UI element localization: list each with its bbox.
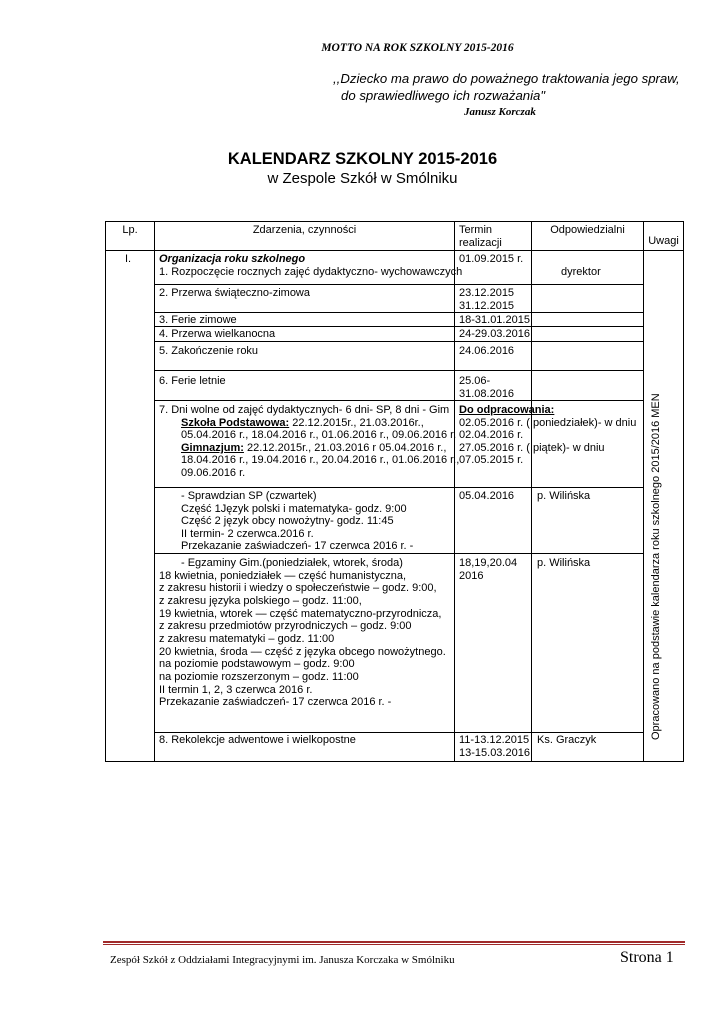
sp-dates: 05.04.2016 r., 18.04.2016 r., 01.06.2016 r., 09.06.2016 r. — [181, 429, 457, 442]
quote-author: Janusz Korczak — [464, 106, 536, 118]
header-responsible: Odpowiedzialni — [550, 224, 625, 236]
term-line: 13-15.03.2016 — [459, 746, 530, 759]
event-text: 1. Rozpoczęcie rocznych zajęć dydaktyczno- wychowawczych — [159, 265, 463, 278]
term-line: 02.05.2016 r. ( poniedziałek)- w dniu — [459, 416, 637, 429]
term-cell — [459, 287, 514, 312]
responsible-cell: dyrektor — [561, 266, 601, 278]
page-title: KALENDARZ SZKOLNY 2015-2016 — [227, 150, 498, 168]
quote-line-1: ,,Dziecko ma prawo do poważnego traktowania jego spraw, — [333, 71, 680, 86]
event-text: 20 kwietnia, środa — część z języka obcego nowożytnego. — [159, 645, 446, 658]
term-cell — [459, 375, 514, 400]
event-text: 7. Dni wolne od zajęć dydaktycznych- 6 dni- SP, 8 dni - Gim — [159, 404, 450, 416]
gim-dates: 09.06.2016 r. — [181, 466, 246, 479]
motto-heading: MOTTO NA ROK SZKOLNY 2015-2016 — [321, 42, 514, 54]
header-events: Zdarzenia, czynności — [252, 224, 357, 236]
event-text: II termin- 2 czerwca.2016 r. — [181, 527, 314, 540]
table-row — [159, 404, 459, 480]
term-line: 02.04.2016 r. — [459, 429, 524, 442]
event-text: - Sprawdzian SP (czwartek) — [181, 490, 317, 502]
term-cell: 24-29.03.2016 — [459, 328, 530, 340]
table-row: 8. Rekolekcje adwentowe i wielkopostne — [159, 734, 356, 746]
term-cell — [459, 557, 517, 582]
event-text: Część 2 język obcy nowożytny- godz. 11:45 — [181, 515, 394, 528]
notes-vertical-text: Opracowano na podstawie kalendarza roku szkolnego 2015/2016 MEN — [650, 393, 662, 740]
event-text: 18 kwietnia, poniedziałek — część humanistyczna, — [159, 569, 407, 582]
term-line: 31.12.2015 — [459, 299, 515, 312]
event-text: 19 kwietnia, wtorek — część matematyczno-przyrodnicza, — [159, 607, 442, 620]
term-line: 11-13.12.2015 — [459, 734, 530, 746]
term-line: 27.05.2016 r. ( piątek)- w dniu — [459, 441, 605, 454]
table-row: 6. Ferie letnie — [159, 375, 226, 387]
term-line: 18,19,20.04 — [459, 557, 518, 569]
term-line: 23.12.2015 — [459, 287, 515, 299]
gim-label: Gimnazjum: — [181, 441, 244, 454]
table-row — [159, 253, 462, 278]
term-line: 07.05.2015 r. — [459, 454, 524, 467]
quote-line-2: do sprawiedliwego ich rozważania" — [341, 88, 546, 103]
event-text: z zakresu matematyki – godz. 11:00 — [159, 632, 335, 645]
header-term-line-2: realizacji — [459, 236, 502, 249]
footer-school-name: Zespół Szkół z Oddziałami Integracyjnymi im. Janusza Korczaka w Smólniku — [110, 954, 455, 966]
responsible-cell: p. Wilińska — [537, 557, 591, 569]
table-row: 3. Ferie zimowe — [159, 314, 237, 326]
event-text: Przekazanie zaświadczeń- 17 czerwca 2016 r. - — [181, 540, 414, 553]
table-row: 4. Przerwa wielkanocna — [159, 328, 276, 340]
event-text: Część 1Język polski i matematyka- godz. 9:00 — [181, 502, 407, 515]
responsible-cell: p. Wilińska — [537, 490, 591, 502]
gim-dates: 22.12.2015r., 21.03.2016 r 05.04.2016 r., — [243, 441, 447, 454]
table-row — [181, 490, 413, 553]
page-number: Strona 1 — [620, 949, 674, 966]
event-text: na poziomie rozszerzonym – godz. 11:00 — [159, 670, 359, 683]
term-cell: 01.09.2015 r. — [459, 253, 524, 265]
page-subtitle: w Zespole Szkół w Smólniku — [267, 170, 458, 187]
responsible-cell: Ks. Graczyk — [537, 734, 597, 746]
term-line: 2016 — [459, 569, 484, 582]
header-lp: Lp. — [122, 224, 138, 236]
sp-label: Szkoła Podstawowa: — [181, 416, 290, 429]
term-cell: 24.06.2016 — [459, 345, 515, 357]
event-text: Przekazanie zaświadczeń- 17 czerwca 2016 r. - — [159, 696, 392, 709]
event-text: na poziomie podstawowym – godz. 9:00 — [159, 658, 355, 671]
term-cell — [459, 404, 636, 467]
event-text: - Egzaminy Gim.(poniedziałek, wtorek, środa) — [181, 557, 403, 569]
table-row: 5. Zakończenie roku — [159, 345, 259, 357]
term-line: 25.06- — [459, 375, 491, 387]
header-term-line-1: Termin — [459, 224, 493, 236]
footer-divider — [103, 941, 685, 943]
gim-dates: 18.04.2016 r., 19.04.2016 r., 20.04.2016 r., 01.06.2016 r., — [181, 454, 460, 467]
event-text: z zakresu języka polskiego – godz. 11:00, — [159, 594, 362, 607]
section-title: Organizacja roku szkolnego — [159, 253, 306, 265]
term-cell: 18-31.01.2015 — [459, 314, 530, 326]
footer-divider — [103, 944, 685, 945]
event-text: z zakresu przedmiotów przyrodniczych – godz. 9:00 — [159, 620, 412, 633]
term-cell: 05.04.2016 — [459, 490, 515, 502]
term-heading: Do odpracowania: — [459, 404, 555, 416]
table-row — [159, 557, 446, 709]
table-row: 2. Przerwa świąteczno-zimowa — [159, 287, 310, 299]
event-text: z zakresu historii i wiedzy o społeczeństwie – godz. 9:00, — [159, 582, 437, 595]
header-notes: Uwagi — [648, 235, 679, 247]
header-term — [459, 224, 502, 249]
sp-dates: 22.12.2015r., 21.03.2016r., — [289, 416, 424, 429]
section-number: I. — [125, 253, 132, 265]
event-text: II termin 1, 2, 3 czerwca 2016 r. — [159, 683, 313, 696]
term-cell — [459, 734, 530, 759]
term-line: 31.08.2016 — [459, 387, 515, 400]
